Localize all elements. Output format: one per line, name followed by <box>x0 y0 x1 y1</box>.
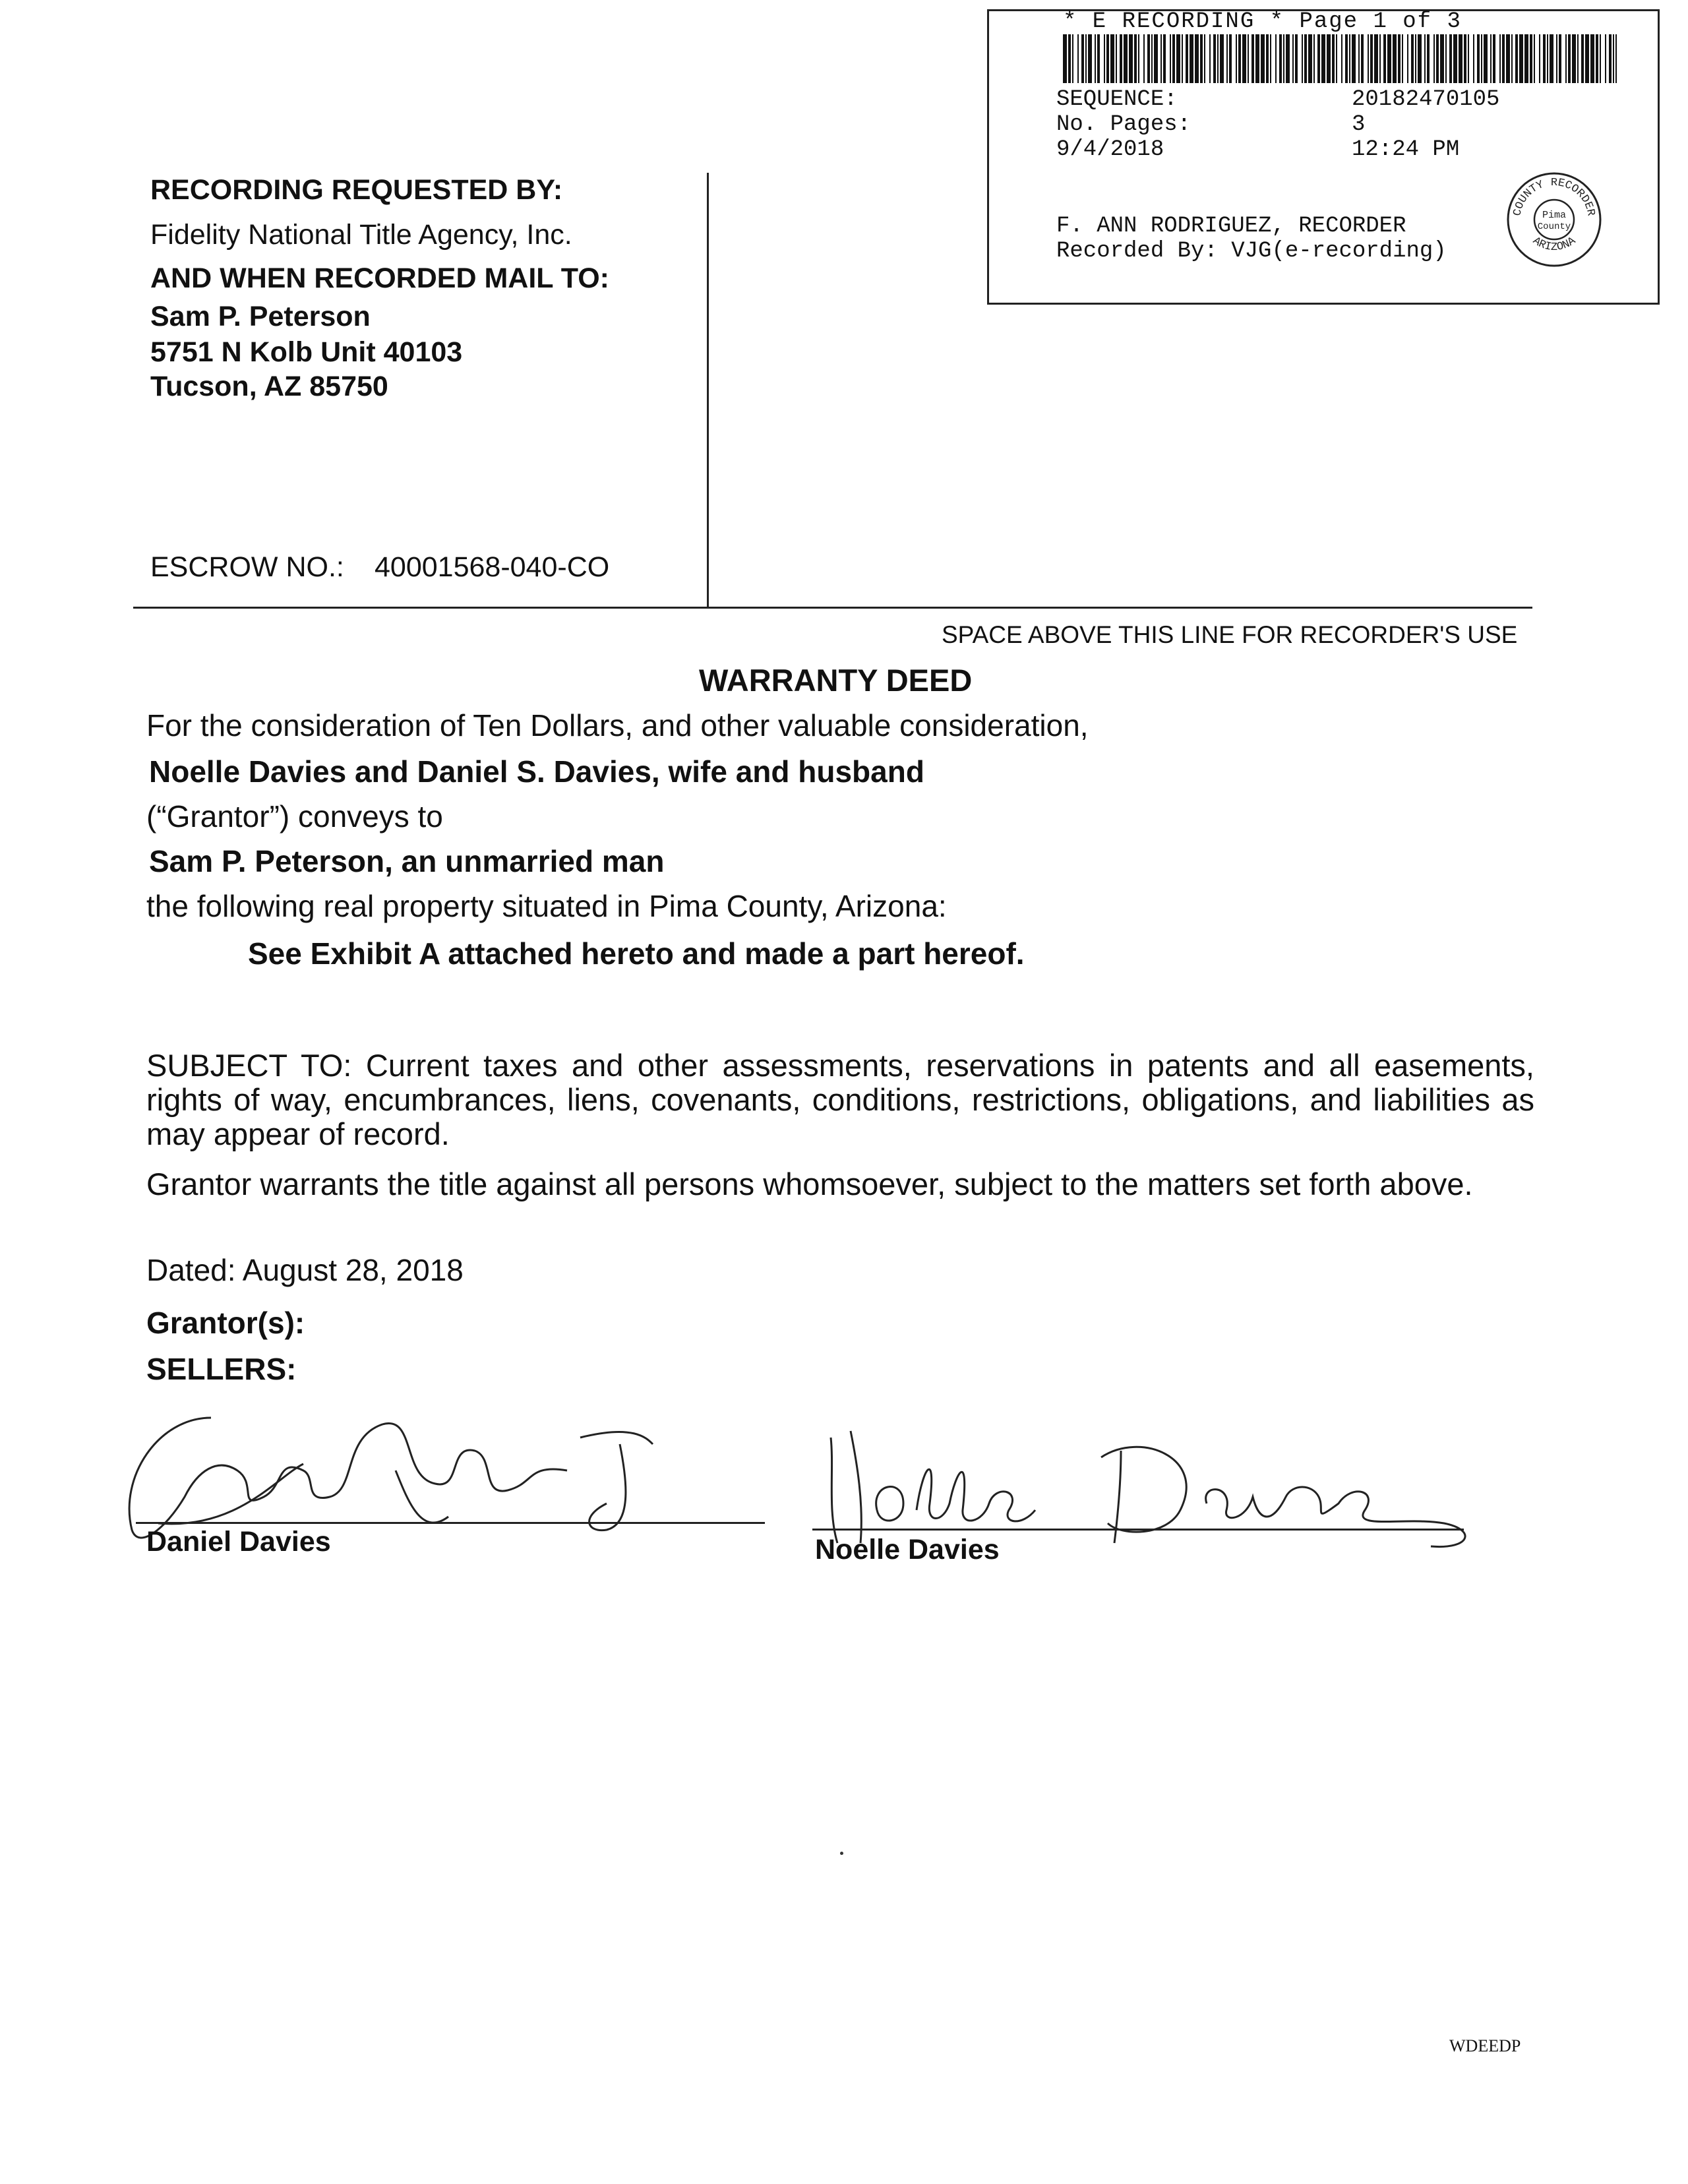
county-recorder-seal-icon <box>1505 170 1604 269</box>
barcode-bar <box>1511 34 1513 83</box>
barcode-bar <box>1270 34 1271 83</box>
barcode-bar <box>1261 34 1265 83</box>
escrow-number: 40001568-040-CO <box>375 551 610 583</box>
barcode-bar <box>1220 34 1224 83</box>
barcode-bar <box>1229 34 1232 83</box>
barcode-bar <box>1402 34 1403 83</box>
barcode-bar <box>1302 34 1303 83</box>
requested-by-company: Fidelity National Title Agency, Inc. <box>150 219 572 251</box>
daniel-signature-line <box>136 1522 765 1524</box>
barcode-bar <box>1374 34 1378 83</box>
barcode-bar <box>1226 34 1228 83</box>
barcode-bar <box>1295 34 1298 83</box>
barcode-bar <box>1072 34 1073 83</box>
barcode-bar <box>1124 34 1128 83</box>
barcode-bar <box>1190 34 1193 83</box>
grantee-name: Sam P. Peterson, an unmarried man <box>149 844 665 878</box>
barcode-bar <box>1186 34 1188 83</box>
barcode-bar <box>1172 34 1175 83</box>
barcode-bar <box>1361 34 1364 83</box>
escrow-label: ESCROW NO.: <box>150 551 344 583</box>
barcode-bar <box>1138 34 1139 83</box>
barcode-bar <box>1484 34 1488 83</box>
mail-to-label: AND WHEN RECORDED MAIL TO: <box>150 262 609 294</box>
barcode-bar <box>1238 34 1241 83</box>
barcode-bar <box>1116 34 1117 83</box>
barcode-bar <box>1383 34 1386 83</box>
daniel-printed-name: Daniel Davies <box>146 1526 331 1558</box>
barcode-bar <box>1418 34 1422 83</box>
barcode-bar <box>1596 34 1598 83</box>
barcode-bar <box>1217 34 1219 83</box>
barcode-bar <box>1358 34 1360 83</box>
barcode-bar <box>1345 34 1348 83</box>
barcode-bar <box>1585 34 1589 83</box>
sellers-label: SELLERS: <box>146 1352 297 1386</box>
barcode-bar <box>1530 34 1532 83</box>
barcode-bar <box>1200 34 1203 83</box>
barcode-bar <box>1279 34 1282 83</box>
barcode-bar <box>1336 34 1337 83</box>
form-code: WDEEDP <box>1449 2036 1521 2055</box>
barcode-bar <box>1266 34 1269 83</box>
barcode-bar <box>1449 34 1452 83</box>
barcode-bar <box>1506 34 1510 83</box>
barcode-bar <box>1477 34 1480 83</box>
barcode-bar <box>1313 34 1315 83</box>
barcode-bar <box>1577 34 1579 83</box>
barcode-bar <box>1568 34 1571 83</box>
barcode-bar <box>1613 34 1614 83</box>
subject-to-paragraph: SUBJECT TO: Current taxes and other assessments, reservations in patents and all easements, rights of way, encumbrances, liens, covenants, conditions, restrictions, obligations, and liabilities as may appear of record. <box>146 1048 1534 1151</box>
barcode-bar <box>1411 34 1414 83</box>
barcode-bar <box>1341 34 1342 83</box>
barcode-bar <box>1176 34 1180 83</box>
barcode-bar <box>1427 34 1430 83</box>
conveys-text: (“Grantor”) conveys to <box>146 799 443 834</box>
barcode-bar <box>1499 34 1501 83</box>
barcode-bar <box>1436 34 1439 83</box>
noelle-signature-line <box>812 1529 1464 1531</box>
barcode-bar <box>1236 34 1237 83</box>
barcode-bar <box>1349 34 1350 83</box>
barcode-bar <box>1088 34 1092 83</box>
barcode-bar <box>1147 34 1150 83</box>
seal-center-line2: County <box>1537 222 1571 232</box>
grantors-label: Grantor(s): <box>146 1306 305 1340</box>
barcode-bar <box>1550 34 1553 83</box>
barcode-bar <box>1332 34 1335 83</box>
requested-by-label: RECORDING REQUESTED BY: <box>150 174 563 206</box>
barcode-bar <box>1387 34 1391 83</box>
barcode-bar <box>1317 34 1320 83</box>
barcode-bar <box>1352 34 1356 83</box>
property-intro: the following real property situated in Pima County, Arizona: <box>146 889 947 923</box>
recorded-by: Recorded By: VJG(e-recording) <box>1056 239 1447 264</box>
record-time: 12:24 PM <box>1352 137 1460 162</box>
pages-label: No. Pages: <box>1056 112 1191 137</box>
barcode-bar <box>1163 34 1166 83</box>
barcode-bar <box>1556 34 1557 83</box>
barcode-bar <box>1120 34 1122 83</box>
barcode-bar <box>1493 34 1495 83</box>
barcode-bar <box>1519 34 1523 83</box>
barcode-bar <box>1415 34 1416 83</box>
barcode-bar <box>1308 34 1312 83</box>
seal-top-text: COUNTY RECORDER <box>1511 177 1597 218</box>
barcode-bar <box>1286 34 1290 83</box>
barcode-bar <box>1468 34 1469 83</box>
barcode-bar <box>1590 34 1594 83</box>
barcode-bar <box>1490 34 1492 83</box>
barcode-bar <box>1565 34 1567 83</box>
barcode-bar <box>1097 34 1100 83</box>
barcode-bar <box>1481 34 1482 83</box>
barcode-bar <box>1063 34 1067 83</box>
barcode-bar <box>1440 34 1444 83</box>
mail-to-name: Sam P. Peterson <box>150 301 371 332</box>
barcode-bar <box>1129 34 1133 83</box>
recorder-use-line <box>133 607 1532 609</box>
header-divider-vertical <box>707 173 709 608</box>
barcode-bar <box>1283 34 1284 83</box>
barcode-bar <box>1534 34 1535 83</box>
barcode-bar <box>1407 34 1408 83</box>
pages-value: 3 <box>1352 112 1366 137</box>
barcode-bar <box>1077 34 1079 83</box>
barcode-bar <box>1151 34 1153 83</box>
barcode-bar <box>1095 34 1096 83</box>
consideration-text: For the consideration of Ten Dollars, and other valuable consideration, <box>146 708 1089 743</box>
barcode-bar <box>1275 34 1277 83</box>
barcode-bar <box>1068 34 1071 83</box>
barcode-bar <box>1524 34 1528 83</box>
barcode-bar <box>1213 34 1216 83</box>
barcode-bar <box>1600 34 1601 83</box>
barcode-bar <box>1160 34 1162 83</box>
svg-text:ARIZONA <box>1530 235 1579 254</box>
barcode-bar <box>1204 34 1205 83</box>
barcode-bar <box>1195 34 1199 83</box>
barcode-bar <box>1170 34 1171 83</box>
barcode-bar <box>1572 34 1576 83</box>
barcode-bar <box>1143 34 1145 83</box>
barcode-bar <box>1459 34 1462 83</box>
exhibit-reference: See Exhibit A attached hereto and made a part hereof. <box>248 936 1025 971</box>
barcode-bar <box>1370 34 1373 83</box>
barcode-bar <box>1433 34 1435 83</box>
sequence-value: 20182470105 <box>1352 87 1500 112</box>
barcode-bar <box>1248 34 1249 83</box>
barcode-bar <box>1424 34 1426 83</box>
barcode-bar <box>1393 34 1397 83</box>
barcode-bar <box>1502 34 1505 83</box>
barcode-bar <box>1539 34 1540 83</box>
barcode-bar <box>1445 34 1447 83</box>
mail-to-city: Tucson, AZ 85750 <box>150 371 388 402</box>
barcode-bar <box>1515 34 1518 83</box>
barcode-bar <box>1543 34 1546 83</box>
barcode-bar <box>1104 34 1105 83</box>
deed-title: WARRANTY DEED <box>699 663 973 698</box>
barcode-bar <box>1615 34 1617 83</box>
barcode-bar <box>1368 34 1369 83</box>
barcode-bar <box>1605 34 1606 83</box>
recorder-name: F. ANN RODRIGUEZ, RECORDER <box>1056 214 1406 239</box>
record-date: 9/4/2018 <box>1056 137 1164 162</box>
barcode-bar <box>1106 34 1109 83</box>
barcode-bar <box>1081 34 1084 83</box>
mail-to-street: 5751 N Kolb Unit 40103 <box>150 336 463 368</box>
noelle-printed-name: Noelle Davies <box>815 1534 1000 1565</box>
barcode-bar <box>1134 34 1137 83</box>
barcode-bar <box>1581 34 1584 83</box>
barcode-bar <box>1304 34 1307 83</box>
barcode-icon <box>1063 34 1617 83</box>
barcode-bar <box>1398 34 1401 83</box>
barcode-bar <box>1292 34 1294 83</box>
seal-center-line1: Pima <box>1542 210 1567 221</box>
barcode-bar <box>1255 34 1259 83</box>
barcode-bar <box>1464 34 1466 83</box>
recorder-use-note: SPACE ABOVE THIS LINE FOR RECORDER'S USE <box>942 621 1518 648</box>
barcode-bar <box>1473 34 1474 83</box>
barcode-bar <box>1110 34 1114 83</box>
barcode-bar <box>1547 34 1548 83</box>
barcode-bar <box>1154 34 1158 83</box>
dated-line: Dated: August 28, 2018 <box>146 1253 464 1287</box>
barcode-bar <box>1559 34 1561 83</box>
barcode-bar <box>1209 34 1211 83</box>
sequence-label: SEQUENCE: <box>1056 87 1178 112</box>
seal-bottom-text: ARIZONA <box>1530 235 1579 254</box>
barcode-bar <box>1453 34 1457 83</box>
barcode-bar <box>1182 34 1183 83</box>
barcode-bar <box>1251 34 1254 83</box>
barcode-bar <box>1379 34 1381 83</box>
recording-page-header: * E RECORDING * Page 1 of 3 <box>1063 9 1462 34</box>
barcode-bar <box>1242 34 1246 83</box>
stray-mark <box>840 1852 843 1855</box>
barcode-bar <box>1321 34 1325 83</box>
barcode-bar <box>1085 34 1087 83</box>
barcode-bar <box>1609 34 1612 83</box>
barcode-bar <box>1327 34 1331 83</box>
grantor-names: Noelle Davies and Daniel S. Davies, wife and husband <box>149 754 924 789</box>
warranty-paragraph: Grantor warrants the title against all persons whomsoever, subject to the matters set forth above. <box>146 1167 1473 1201</box>
